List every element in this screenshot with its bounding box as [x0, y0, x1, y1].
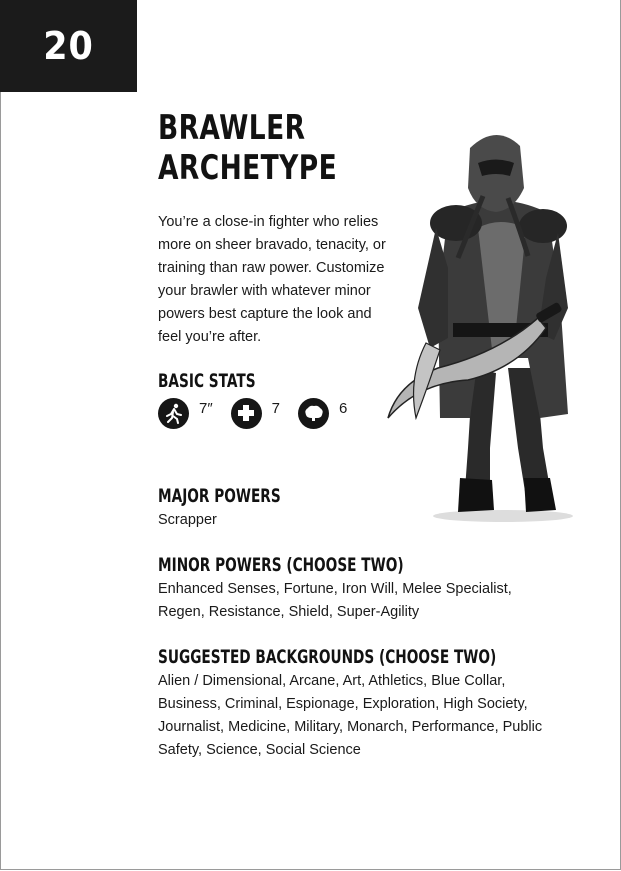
health-cross-icon	[231, 398, 262, 429]
stat-health	[231, 398, 280, 429]
basic-stats-row	[158, 397, 365, 429]
stat-speed-value: 7″	[199, 399, 213, 417]
brawler-illustration	[378, 118, 603, 528]
stat-speed	[158, 398, 213, 429]
intro-paragraph: You’re a close-in fighter who relies more on sheer bravado, tenacity, or training than raw power. Customize your brawler with whatever minor powers best capture the look and feel you’re after.	[158, 214, 386, 345]
brain-icon	[298, 398, 329, 429]
minor-powers-text: Enhanced Senses, Fortune, Iron Will, Melee Specialist, Regen, Resistance, Shield, Super-Agility	[158, 581, 512, 620]
title-line-2: ARCHETYPE	[158, 148, 338, 188]
stat-will-value: 6	[339, 399, 348, 417]
basic-stats-heading: BASIC STATS	[158, 370, 256, 392]
archetype-title	[158, 108, 337, 188]
major-powers-heading: MAJOR POWERS	[158, 485, 281, 507]
stat-health-value: 7	[271, 399, 280, 417]
minor-powers-heading: MINOR POWERS (CHOOSE TWO)	[158, 554, 404, 576]
major-powers-text: Scrapper	[158, 512, 217, 528]
page-number-box	[0, 0, 137, 92]
running-figure-icon	[158, 398, 189, 429]
title-line-1: BRAWLER	[158, 108, 306, 148]
stat-will	[298, 398, 347, 429]
suggested-backgrounds-heading: SUGGESTED BACKGROUNDS (CHOOSE TWO)	[158, 646, 497, 668]
page-number: 20	[43, 24, 94, 68]
suggested-backgrounds-text: Alien / Dimensional, Arcane, Art, Athletics, Blue Collar, Business, Criminal, Espionage, Exploration, High Society, Journalist, Medicine, Military, Monarch, Performance, Public Safety, Science, Social Science	[158, 673, 543, 758]
